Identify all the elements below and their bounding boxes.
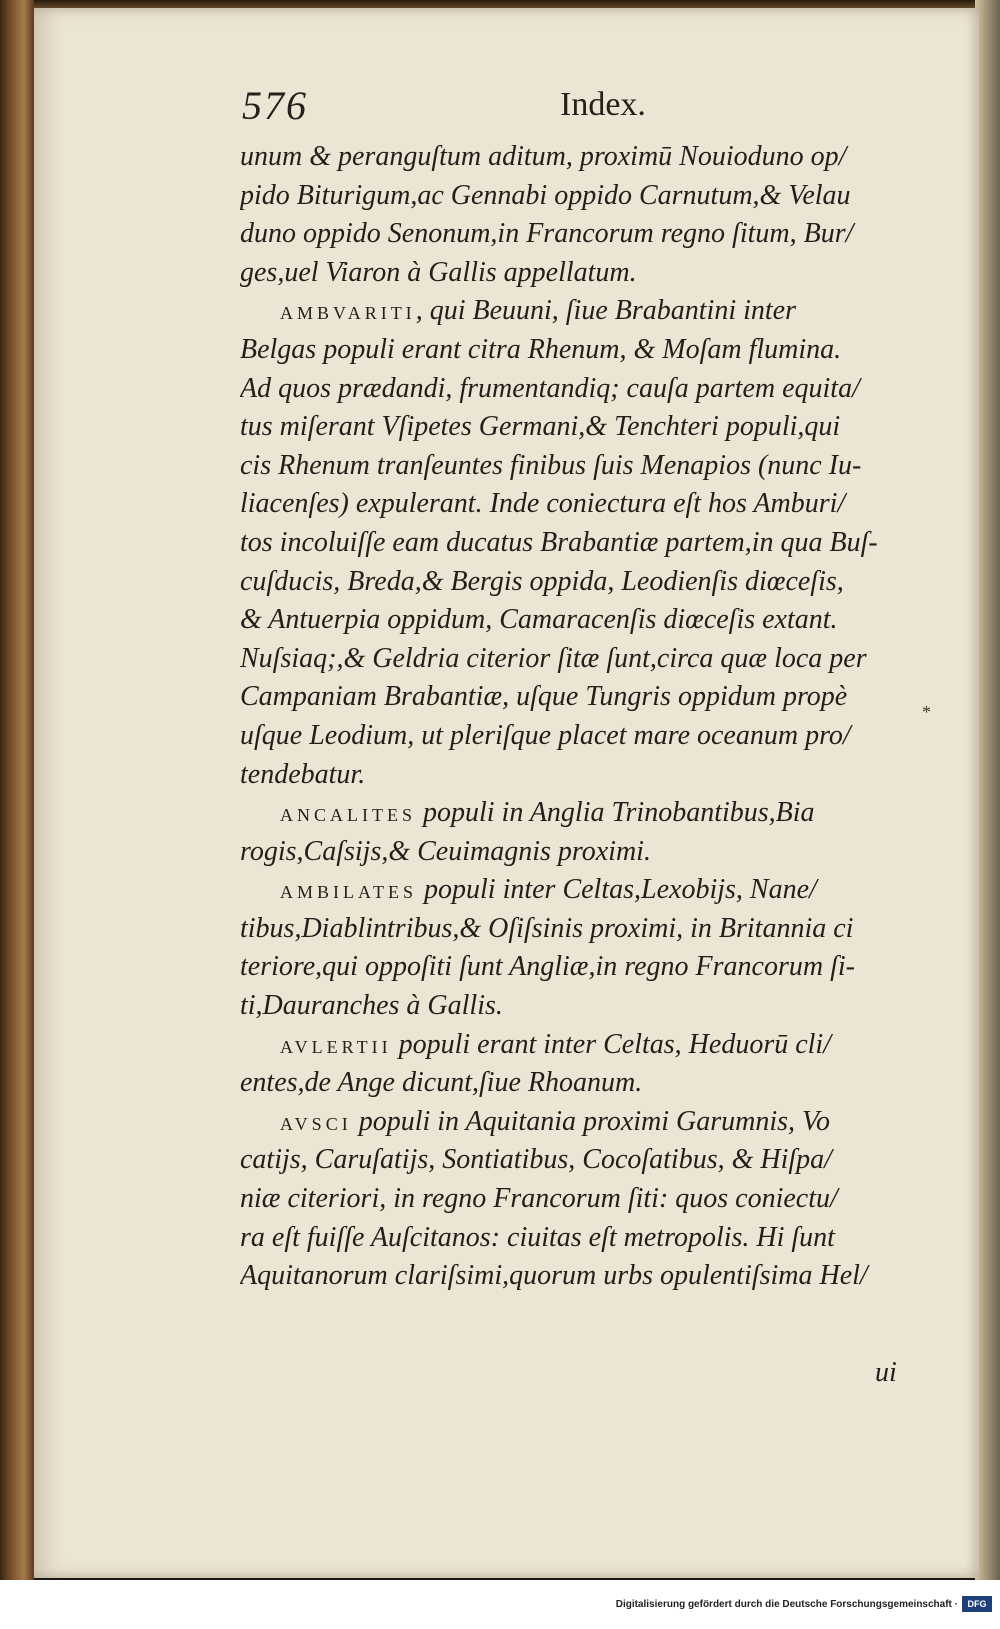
text-line: rogis,Caſsijs,& Ceuimagnis proximi.	[240, 835, 651, 867]
running-head: Index.	[560, 86, 646, 123]
text-line: liacenſes) expulerant. Inde coniectura eſt hos Amburi/	[240, 488, 846, 520]
entry-headword: AVLERTII	[280, 1036, 392, 1057]
entry-start-line: ANCALITES populi in Anglia Trinobantibus,Bia	[280, 797, 815, 829]
text-line: Belgas populi erant citra Rhenum, & Moſam flumina.	[240, 333, 842, 365]
text-line: cuſducis, Breda,& Bergis oppida, Leodienſis diœceſis,	[240, 565, 844, 597]
text-line: duno oppido Senonum,in Francorum regno ſitum, Bur/	[240, 218, 854, 250]
page-number: 576	[242, 83, 308, 128]
text-line: & Antuerpia oppidum, Camaracenſis diœceſis extant.	[240, 604, 838, 636]
text-line: tibus,Diablintribus,& Oſiſsinis proximi, in Britannia ci	[240, 912, 854, 944]
entry-start-line: AVLERTII populi erant inter Celtas, Heduorū cli/	[280, 1028, 831, 1060]
entry-start-line: AVSCI populi in Aquitania proximi Garumnis, Vo	[280, 1105, 831, 1137]
entry-headword: AMBVARITI	[280, 303, 416, 324]
text-line: cis Rhenum tranſeuntes finibus ſuis Menapios (nunc Iu-	[240, 449, 862, 481]
text-line: Nuſsiaq;,& Geldria citerior ſitæ ſunt,circa quæ loca per	[240, 642, 867, 674]
entry-headword: AVSCI	[280, 1113, 352, 1134]
text-line: ges,uel Viaron à Gallis appellatum.	[240, 256, 637, 288]
entry-headword: ANCALITES	[280, 805, 416, 826]
text-line: Campaniam Brabantiæ, uſque Tungris oppidum propè	[240, 681, 848, 713]
text-line: catijs, Caruſatijs, Sontiatibus, Cocoſatibus, & Hiſpa/	[240, 1144, 832, 1176]
text-line: tos incoluiſſe eam ducatus Brabantiæ partem,in qua Buſ-	[240, 526, 878, 558]
text-line: uſque Leodium, ut pleriſque placet mare oceanum pro/	[240, 719, 851, 751]
text-line: pido Biturigum,ac Gennabi oppido Carnutum,& Velau	[240, 179, 851, 211]
text-line: teriore,qui oppoſiti ſunt Angliæ,in regno Francorum ſi-	[240, 951, 855, 983]
book-spine-edge	[0, 0, 34, 1580]
dfg-logo: DFG	[962, 1596, 992, 1612]
entry-headword: AMBILATES	[280, 882, 418, 903]
entry-start-line: AMBILATES populi inter Celtas,Lexobijs, Nane/	[280, 874, 817, 906]
text-line: unum & peranguſtum aditum, proximū Nouioduno op/	[240, 141, 847, 172]
page-header	[242, 82, 942, 134]
digitization-footer	[0, 1580, 1000, 1629]
text-line: tendebatur.	[240, 758, 366, 790]
text-line: entes,de Ange dicunt,ſiue Rhoanum.	[240, 1067, 643, 1099]
index-text-block	[240, 138, 943, 1296]
margin-mark: *	[922, 702, 931, 722]
text-line: ra eſt fuiſſe Auſcitanos: ciuitas eſt metropolis. Hi ſunt	[240, 1221, 835, 1253]
text-line: tus miſerant Vſipetes Germani,& Tenchteri populi,qui	[240, 411, 841, 443]
catchword: ui	[875, 1357, 897, 1388]
text-line: Aquitanorum clariſsimi,quorum urbs opulentiſsima Hel/	[240, 1260, 868, 1292]
entry-start-line: AMBVARITI, qui Beuuni, ſiue Brabantini inter	[280, 295, 796, 327]
funding-credit: Digitalisierung gefördert durch die Deutsche Forschungsgemeinschaft ·	[615, 1599, 958, 1610]
text-line: Ad quos prædandi, frumentandiq; cauſa partem equita/	[240, 372, 860, 404]
text-line: niæ citeriori, in regno Francorum ſiti: quos coniectu/	[240, 1183, 838, 1215]
text-line: ti,Dauranches à Gallis.	[240, 990, 503, 1022]
